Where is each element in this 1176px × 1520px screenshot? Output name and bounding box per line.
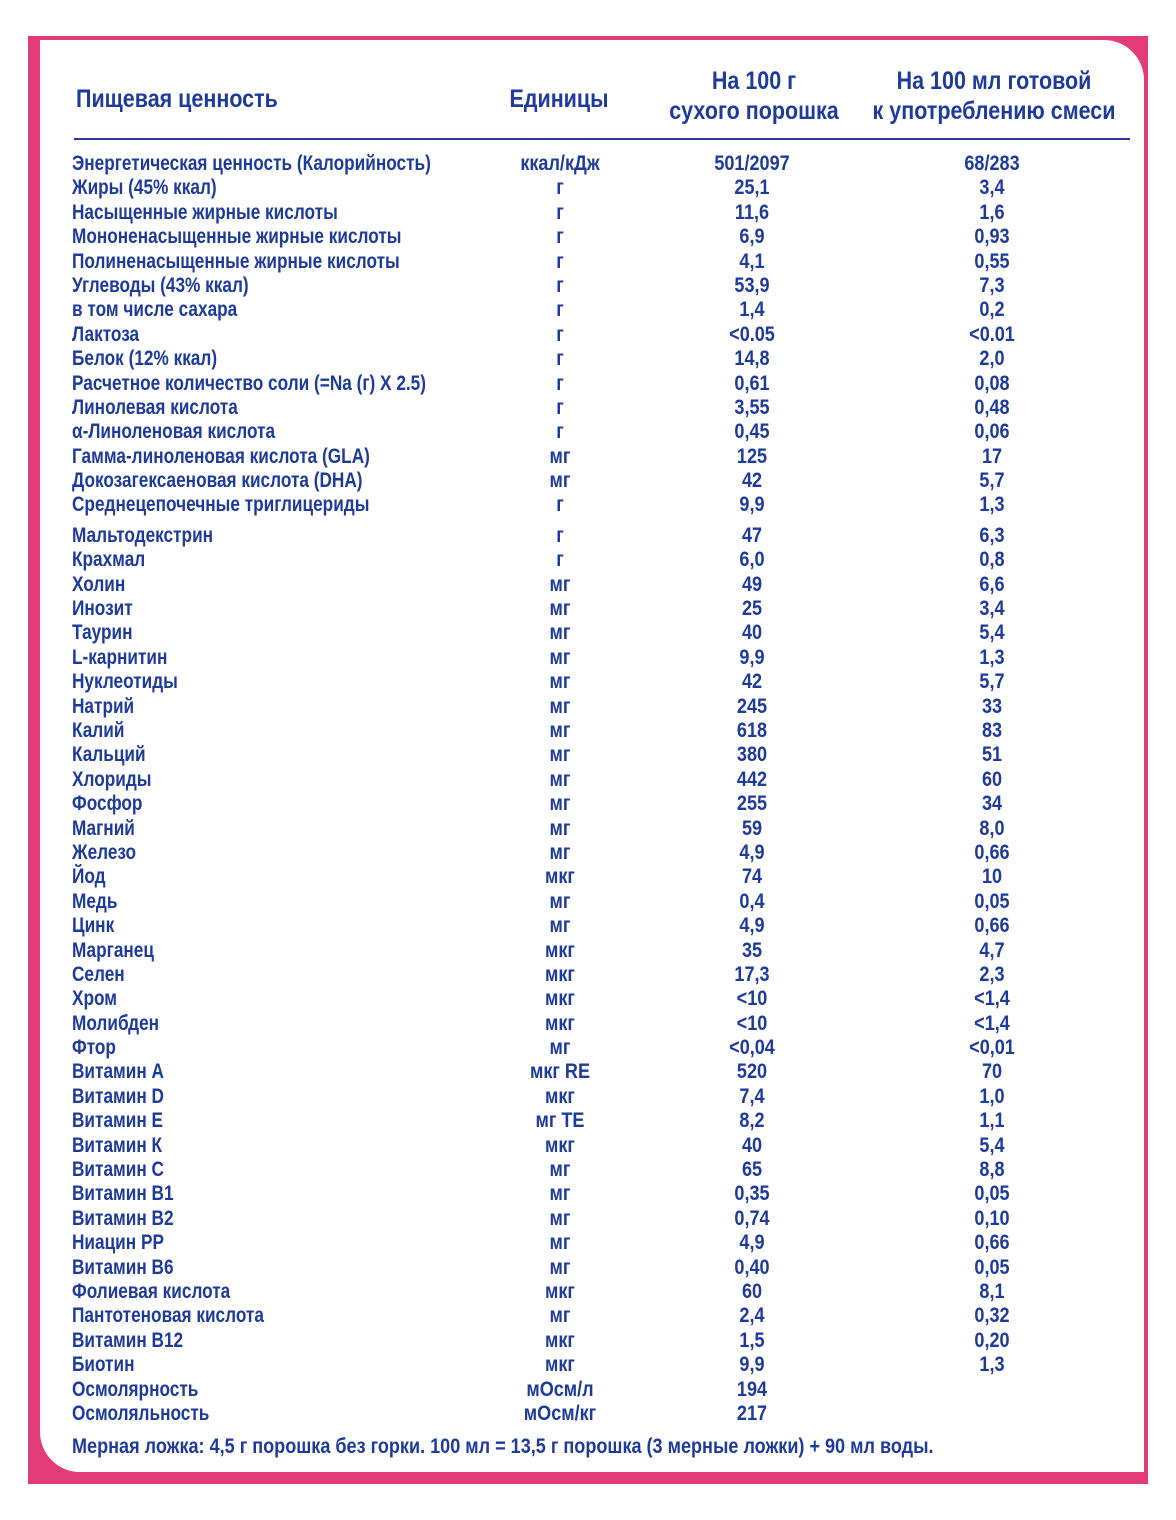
table-row: [72, 670, 1132, 694]
row-per-100ml: 0,66: [974, 1231, 1010, 1255]
row-per-100g: 380: [736, 743, 768, 767]
row-name: Медь: [72, 889, 118, 913]
row-per-100g: 40: [741, 1133, 763, 1157]
row-name: Холин: [72, 572, 126, 596]
nutrition-table-body: [72, 152, 1132, 1426]
row-per-100g: 74: [741, 865, 763, 889]
row-per-100g: 442: [736, 767, 768, 791]
table-row: [72, 347, 1132, 371]
row-per-100ml: 1,3: [979, 493, 1005, 517]
row-name: Фосфор: [72, 792, 143, 816]
table-row: [72, 469, 1132, 493]
row-name: Нуклеотиды: [72, 670, 178, 694]
table-row: [72, 152, 1132, 176]
row-per-100ml: 51: [981, 743, 1003, 767]
row-unit: г: [556, 200, 564, 224]
header-per-100g-line1: На 100 г: [711, 67, 797, 95]
row-unit: мкг: [545, 1353, 575, 1377]
header-units: Единицы: [509, 85, 609, 113]
table-row: [72, 865, 1132, 889]
row-per-100ml: 60: [981, 767, 1003, 791]
row-per-100g: 25,1: [734, 176, 770, 200]
row-name: Углеводы (43% ккал): [72, 273, 249, 297]
row-name: Линолевая кислота: [72, 395, 238, 419]
row-unit: мОсм/л: [526, 1377, 594, 1401]
row-name: Среднецепочечные триглицериды: [72, 493, 370, 517]
row-unit: мкг: [545, 1133, 575, 1157]
header-per-100g-line2: сухого порошка: [669, 97, 839, 125]
row-unit: г: [556, 298, 564, 322]
row-per-100ml: 5,7: [979, 469, 1005, 493]
row-per-100ml: 10: [981, 865, 1003, 889]
row-name: Витамин А: [72, 1060, 164, 1084]
row-per-100g: 53,9: [734, 273, 770, 297]
row-name: Витамин В2: [72, 1206, 174, 1230]
table-row: [72, 201, 1132, 225]
row-per-100ml: 68/283: [964, 152, 1020, 175]
row-name: Докозагексаеновая кислота (DHA): [72, 469, 363, 493]
row-name: Мононенасыщенные жирные кислоты: [72, 225, 402, 249]
row-name: Витамин В1: [72, 1182, 174, 1206]
row-per-100ml: 5,7: [979, 670, 1005, 694]
row-name: Инозит: [72, 597, 133, 621]
table-row: [72, 1304, 1132, 1328]
table-row: [72, 743, 1132, 767]
row-per-100ml: 5,4: [979, 621, 1005, 645]
row-per-100g: 9,9: [739, 493, 765, 517]
row-name: Расчетное количество соли (=Na (г) X 2.5): [72, 371, 426, 395]
table-row: [72, 1060, 1132, 1084]
row-per-100g: 0,40: [734, 1255, 770, 1279]
row-unit: мг: [549, 1182, 571, 1206]
table-row: [72, 890, 1132, 914]
row-per-100g: 65: [741, 1158, 763, 1182]
row-per-100ml: 3,4: [979, 176, 1005, 200]
row-unit: г: [556, 322, 564, 346]
row-name: Железо: [72, 840, 137, 864]
table-header: [74, 64, 1130, 140]
row-name: Магний: [72, 816, 135, 840]
row-per-100ml: 17: [981, 444, 1003, 468]
row-per-100ml: 1,0: [979, 1084, 1005, 1108]
table-row: [72, 1353, 1132, 1377]
table-row: [72, 274, 1132, 298]
row-unit: г: [556, 347, 564, 371]
row-unit: мг: [549, 718, 571, 742]
row-per-100g: 0,45: [734, 420, 770, 444]
row-per-100g: 35: [741, 938, 763, 962]
table-row: [72, 1378, 1132, 1402]
row-per-100g: <10: [736, 987, 768, 1011]
row-per-100ml: 0,20: [974, 1328, 1010, 1352]
table-row: [72, 1109, 1132, 1133]
table-row: [72, 1036, 1132, 1060]
row-per-100ml: 1,1: [979, 1109, 1005, 1133]
table-row: [72, 695, 1132, 719]
row-per-100ml: 83: [981, 718, 1003, 742]
row-name: Гамма-линоленовая кислота (GLA): [72, 444, 370, 468]
table-row: [72, 621, 1132, 645]
row-unit: мг: [549, 889, 571, 913]
row-name: Энергетическая ценность (Калорийность): [72, 152, 431, 175]
row-unit: мг: [549, 444, 571, 468]
row-per-100ml: 6,3: [979, 523, 1005, 547]
row-unit: г: [556, 176, 564, 200]
row-per-100g: 9,9: [739, 1353, 765, 1377]
header-per-100g: [659, 66, 848, 126]
row-name: Осмоляльность: [72, 1401, 210, 1425]
row-per-100ml: 4,7: [979, 938, 1005, 962]
table-row: [72, 792, 1132, 816]
row-name: Ниацин РР: [72, 1231, 164, 1255]
row-unit: мг: [549, 1206, 571, 1230]
row-name: Молибден: [72, 1011, 160, 1035]
row-unit: г: [556, 420, 564, 444]
row-per-100g: 520: [736, 1060, 768, 1084]
row-unit: мкг: [545, 962, 575, 986]
row-per-100ml: 8,1: [979, 1279, 1005, 1303]
row-per-100ml: 0,05: [974, 1255, 1010, 1279]
table-row: [72, 1231, 1132, 1255]
row-per-100g: <0,04: [729, 1036, 775, 1060]
row-per-100g: 1,5: [739, 1328, 765, 1352]
table-row: [72, 493, 1132, 517]
table-row: [72, 250, 1132, 274]
row-unit: г: [556, 395, 564, 419]
row-unit: мг: [549, 840, 571, 864]
row-name: Марганец: [72, 938, 154, 962]
row-per-100g: 14,8: [734, 347, 770, 371]
row-per-100ml: 1,3: [979, 645, 1005, 669]
table-row: [72, 1280, 1132, 1304]
row-per-100ml: 0,32: [974, 1304, 1010, 1328]
row-name: Таурин: [72, 621, 133, 645]
row-per-100ml: <0,01: [969, 1036, 1015, 1060]
row-name: Калий: [72, 718, 125, 742]
row-unit: мг: [549, 1158, 571, 1182]
row-per-100ml: 0,93: [974, 225, 1010, 249]
row-name: Цинк: [72, 914, 115, 938]
row-name: Хром: [72, 987, 118, 1011]
row-per-100g: 194: [736, 1377, 768, 1401]
row-name: Хлориды: [72, 767, 152, 791]
row-per-100g: 217: [736, 1401, 768, 1425]
header-per-100ml-line2: к употреблению смеси: [872, 97, 1116, 125]
row-name: Витамин К: [72, 1133, 163, 1157]
row-per-100ml: <1,4: [974, 987, 1010, 1011]
row-per-100g: 501/2097: [714, 152, 790, 175]
row-unit: г: [556, 523, 564, 547]
row-per-100ml: 0,55: [974, 249, 1010, 273]
row-per-100g: 0,74: [734, 1206, 770, 1230]
row-per-100ml: 0,8: [979, 548, 1005, 572]
row-per-100g: 4,9: [739, 840, 765, 864]
row-unit: мг: [549, 792, 571, 816]
table-row: [72, 573, 1132, 597]
row-per-100ml: 8,8: [979, 1158, 1005, 1182]
row-per-100g: 47: [741, 523, 763, 547]
row-per-100ml: 7,3: [979, 273, 1005, 297]
header-per-100ml: [865, 66, 1123, 126]
row-per-100ml: 0,05: [974, 889, 1010, 913]
row-name: Биотин: [72, 1353, 135, 1377]
row-per-100ml: 70: [981, 1060, 1003, 1084]
row-per-100g: 245: [736, 694, 768, 718]
row-name: Кальций: [72, 743, 146, 767]
row-unit: г: [556, 273, 564, 297]
row-per-100g: 4,1: [739, 249, 765, 273]
row-per-100g: 4,9: [739, 914, 765, 938]
table-row: [72, 1402, 1132, 1426]
row-name: α-Линоленовая кислота: [72, 420, 276, 444]
row-name: Мальтодекстрин: [72, 523, 214, 547]
row-unit: мкг: [545, 987, 575, 1011]
table-row: [72, 323, 1132, 347]
row-per-100ml: 1,6: [979, 200, 1005, 224]
row-unit: мкг: [545, 1328, 575, 1352]
row-per-100g: 17,3: [734, 962, 770, 986]
row-per-100ml: 0,66: [974, 840, 1010, 864]
row-per-100g: 11,6: [734, 200, 770, 224]
row-unit: мг: [549, 743, 571, 767]
row-name: Витамин Е: [72, 1109, 164, 1133]
row-per-100g: <0.05: [729, 322, 775, 346]
row-per-100g: 9,9: [739, 645, 765, 669]
row-per-100g: 40: [741, 621, 763, 645]
row-unit: мкг RE: [529, 1060, 591, 1084]
table-row: [72, 914, 1132, 938]
table-row: [72, 1256, 1132, 1280]
row-per-100g: 1,4: [739, 298, 765, 322]
table-row: [72, 841, 1132, 865]
row-per-100ml: 2,0: [979, 347, 1005, 371]
row-unit: мкг: [545, 1084, 575, 1108]
table-row: [72, 420, 1132, 444]
table-row: [72, 1012, 1132, 1036]
row-per-100ml: 0,08: [974, 371, 1010, 395]
row-per-100g: 4,9: [739, 1231, 765, 1255]
row-per-100ml: 34: [981, 792, 1003, 816]
row-name: Витамин В12: [72, 1328, 184, 1352]
row-name: Жиры (45% ккал): [72, 176, 217, 200]
row-per-100ml: 0,10: [974, 1206, 1010, 1230]
row-unit: мг: [549, 914, 571, 938]
row-name: Фтор: [72, 1036, 116, 1060]
table-row: [72, 372, 1132, 396]
table-row: [72, 987, 1132, 1011]
row-per-100ml: 3,4: [979, 597, 1005, 621]
row-name: Селен: [72, 962, 125, 986]
table-row: [72, 1085, 1132, 1109]
row-name: Белок (12% ккал): [72, 347, 218, 371]
row-unit: мг: [549, 645, 571, 669]
row-name: Полиненасыщенные жирные кислоты: [72, 249, 400, 273]
row-per-100g: 2,4: [739, 1304, 765, 1328]
row-name: Натрий: [72, 694, 135, 718]
row-unit: мкг: [545, 938, 575, 962]
table-row: [72, 1329, 1132, 1353]
table-row: [72, 524, 1132, 548]
table-row: [72, 1158, 1132, 1182]
table-row: [72, 646, 1132, 670]
footnote: Мерная ложка: 4,5 г порошка без горки. 100 мл = 13,5 г порошка (3 мерные ложки) + 90 мл воды.: [72, 1435, 934, 1458]
row-name: Витамин С: [72, 1158, 164, 1182]
row-per-100g: 3,55: [734, 395, 770, 419]
table-row: [72, 719, 1132, 743]
row-per-100g: 6,0: [739, 548, 765, 572]
row-name: Фолиевая кислота: [72, 1279, 231, 1303]
row-name: Йод: [72, 865, 106, 889]
row-per-100ml: 1,3: [979, 1353, 1005, 1377]
row-per-100ml: 8,0: [979, 816, 1005, 840]
row-unit: мг: [549, 1036, 571, 1060]
header-per-100ml-line1: На 100 мл готовой: [896, 67, 1092, 95]
row-unit: г: [556, 371, 564, 395]
row-per-100g: 125: [736, 444, 768, 468]
row-per-100g: 7,4: [739, 1084, 765, 1108]
table-row: [72, 396, 1132, 420]
row-per-100g: 0,4: [739, 889, 765, 913]
row-unit: мОсм/кг: [523, 1401, 597, 1425]
row-unit: г: [556, 249, 564, 273]
row-per-100g: 255: [736, 792, 768, 816]
table-row: [72, 225, 1132, 249]
row-per-100g: 0,61: [734, 371, 770, 395]
table-row: [72, 298, 1132, 322]
row-name: L-карнитин: [72, 645, 168, 669]
row-per-100ml: 0,2: [979, 298, 1005, 322]
row-per-100ml: 6,6: [979, 572, 1005, 596]
row-name: Витамин В6: [72, 1255, 174, 1279]
row-per-100ml: 0,66: [974, 914, 1010, 938]
table-row: [72, 768, 1132, 792]
row-name: Насыщенные жирные кислоты: [72, 200, 338, 224]
row-per-100ml: 0,06: [974, 420, 1010, 444]
row-per-100g: 59: [741, 816, 763, 840]
row-unit: мг: [549, 670, 571, 694]
row-per-100ml: 5,4: [979, 1133, 1005, 1157]
table-row: [72, 939, 1132, 963]
row-unit: мкг: [545, 865, 575, 889]
table-row: [72, 1207, 1132, 1231]
row-per-100g: 25: [741, 597, 763, 621]
row-per-100ml: <0.01: [969, 322, 1015, 346]
row-per-100g: 42: [741, 469, 763, 493]
row-name: Пантотеновая кислота: [72, 1304, 264, 1328]
row-unit: мг: [549, 1231, 571, 1255]
table-row: [72, 445, 1132, 469]
row-per-100ml: <1,4: [974, 1011, 1010, 1035]
row-per-100g: 60: [741, 1279, 763, 1303]
row-unit: г: [556, 493, 564, 517]
row-per-100g: 6,9: [739, 225, 765, 249]
table-row: [72, 817, 1132, 841]
row-unit: мг: [549, 767, 571, 791]
row-unit: мг: [549, 469, 571, 493]
row-per-100ml: 0,48: [974, 395, 1010, 419]
row-unit: г: [556, 548, 564, 572]
row-per-100g: <10: [736, 1011, 768, 1035]
header-nutrition: Пищевая ценность: [76, 85, 278, 113]
row-per-100ml: 2,3: [979, 962, 1005, 986]
row-per-100ml: 33: [981, 694, 1003, 718]
row-unit: г: [556, 225, 564, 249]
table-row: [72, 548, 1132, 572]
row-name: Осмолярность: [72, 1377, 199, 1401]
row-unit: мг: [549, 1255, 571, 1279]
row-per-100ml: 0,05: [974, 1182, 1010, 1206]
row-unit: мг: [549, 1304, 571, 1328]
row-name: Лактоза: [72, 322, 140, 346]
row-unit: мкг: [545, 1279, 575, 1303]
row-unit: мг: [549, 572, 571, 596]
table-row: [72, 1134, 1132, 1158]
row-per-100g: 8,2: [739, 1109, 765, 1133]
row-unit: ккал/кДж: [520, 152, 600, 175]
table-row: [72, 963, 1132, 987]
row-per-100g: 42: [741, 670, 763, 694]
row-name: Крахмал: [72, 548, 146, 572]
table-row: [72, 1182, 1132, 1206]
table-row: [72, 597, 1132, 621]
row-unit: мкг: [545, 1011, 575, 1035]
row-unit: мг: [549, 816, 571, 840]
row-unit: мг: [549, 597, 571, 621]
row-per-100g: 49: [741, 572, 763, 596]
row-unit: мг: [549, 621, 571, 645]
row-per-100g: 0,35: [734, 1182, 770, 1206]
table-row: [72, 176, 1132, 200]
row-per-100g: 618: [736, 718, 768, 742]
row-name: в том числе сахара: [72, 298, 238, 322]
row-unit: мг: [549, 694, 571, 718]
row-unit: мг ТЕ: [535, 1109, 585, 1133]
row-name: Витамин D: [72, 1084, 164, 1108]
